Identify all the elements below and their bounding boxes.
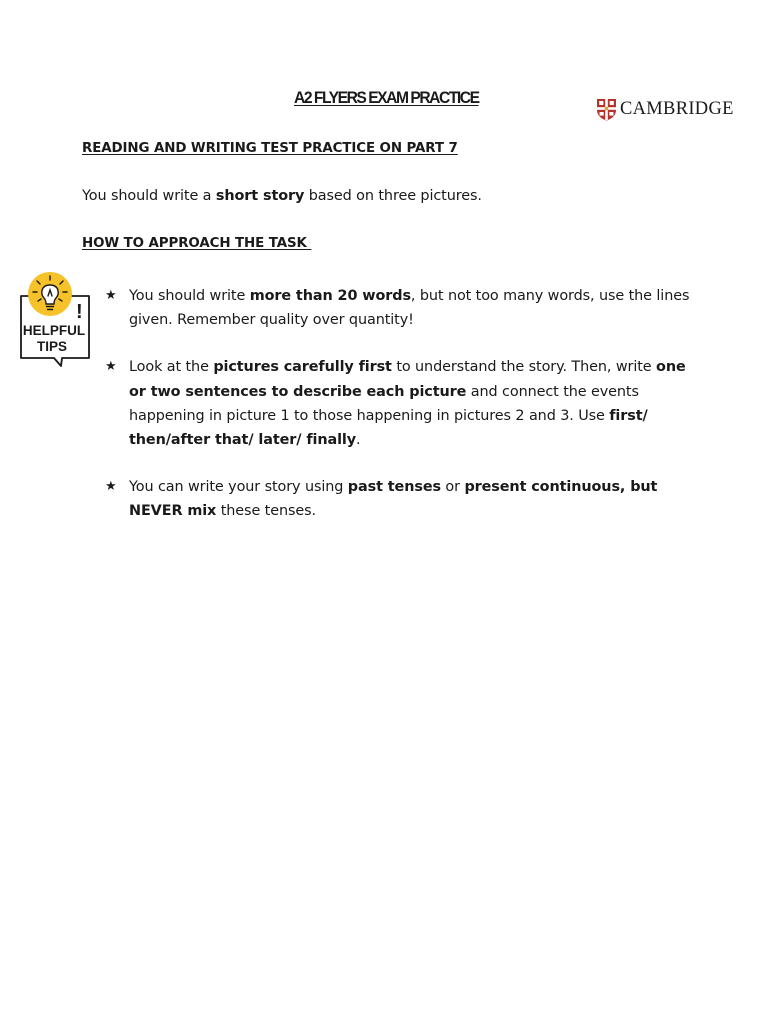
body-text: You can write your story using <box>129 479 348 496</box>
star-bullet-icon: ★ <box>105 288 117 303</box>
tips-line1: HELPFUL <box>22 323 86 338</box>
logo-text: CAMBRIDGE <box>620 99 734 120</box>
star-bullet-icon: ★ <box>105 359 117 375</box>
list-item <box>105 475 705 523</box>
intro-text <box>82 188 482 204</box>
body-text: and connect the events happening in picture 1 to those happening in pictures 2 and 3. Use <box>129 383 639 424</box>
body-text: these tenses. <box>216 503 317 520</box>
bold-text: past tenses <box>347 479 441 496</box>
star-bullet-icon: ★ <box>105 479 117 495</box>
intro-post: based on three pictures. <box>304 188 482 204</box>
list-item <box>105 355 705 452</box>
intro-pre: You should write a <box>82 188 216 204</box>
bold-text: one or two sentences to describe each picture <box>129 359 686 400</box>
body-text: , but not too many words, use the lines given. Remember quality over quantity! <box>129 288 690 329</box>
bold-text: first/ then/after that/ later/ finally <box>129 407 648 449</box>
tips-list <box>105 284 705 547</box>
exclamation-mark: ! <box>76 301 83 323</box>
bold-text: present continuous, but NEVER mix <box>129 479 658 520</box>
body-text: Look at the <box>129 359 214 376</box>
body-text: to understand the story. Then, write <box>391 359 657 376</box>
body-text: . <box>356 432 361 449</box>
tips-line2: TIPS <box>36 339 68 354</box>
intro-bold: short story <box>215 188 305 204</box>
bold-text: more than 20 words <box>249 288 411 304</box>
body-text: or <box>440 479 465 496</box>
approach-heading: HOW TO APPROACH THE TASK <box>82 236 312 251</box>
helpful-tips-badge <box>18 270 92 370</box>
page-title: A2 FLYERS EXAM PRACTICE <box>294 88 479 107</box>
cambridge-logo <box>596 98 734 121</box>
list-item <box>105 284 705 332</box>
cambridge-shield-icon <box>596 98 617 121</box>
body-text: You should write <box>129 288 250 304</box>
bold-text: pictures carefully first <box>213 359 392 376</box>
section-heading: READING AND WRITING TEST PRACTICE ON PART 7 <box>82 141 458 156</box>
